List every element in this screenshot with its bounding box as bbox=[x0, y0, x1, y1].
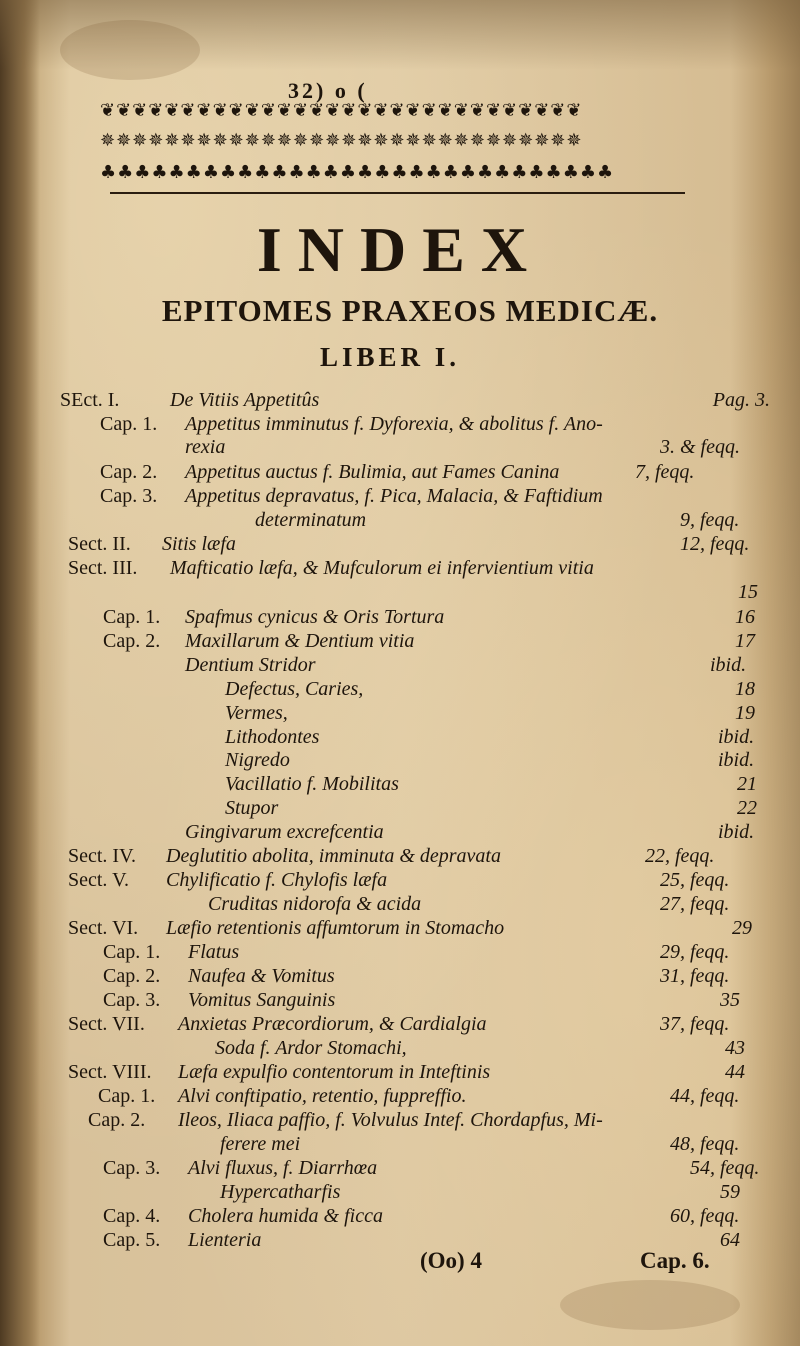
entry-title: Hypercatharfis bbox=[220, 1181, 341, 1203]
entry-label: Cap. 2. bbox=[103, 965, 161, 987]
entry-title: Cruditas nidorofa & acida bbox=[208, 893, 422, 915]
entry-page-ref: 12, feqq. bbox=[680, 533, 750, 555]
book-heading: LIBER I. bbox=[319, 342, 461, 372]
entry-page-ref: 22, feqq. bbox=[645, 845, 715, 867]
entry-title: Anxietas Præcordiorum, & Cardialgia bbox=[178, 1013, 487, 1035]
entry-page-ref: ibid. bbox=[718, 749, 755, 771]
entry-label: Sect. III. bbox=[68, 557, 138, 579]
entry-label: Sect. IV. bbox=[68, 845, 136, 867]
entry-label: Cap. 4. bbox=[103, 1205, 161, 1227]
entry-page-ref: 3. & feqq. bbox=[660, 436, 740, 458]
entry-page-ref: 17 bbox=[735, 630, 755, 652]
entry-page-ref: 44 bbox=[725, 1061, 745, 1083]
entry-title: Defectus, Caries, bbox=[225, 678, 364, 700]
entry-label: Cap. 1. bbox=[103, 606, 161, 628]
entry-page-ref: 19 bbox=[735, 702, 755, 724]
entry-page-ref: 25, feqq. bbox=[660, 869, 730, 891]
entry-label: Cap. 1. bbox=[98, 1085, 156, 1107]
entry-page-ref: ibid. bbox=[718, 821, 755, 843]
ornament-band-bottom: ♣♣♣♣♣♣♣♣♣♣♣♣♣♣♣♣♣♣♣♣♣♣♣♣♣♣♣♣♣♣ bbox=[100, 162, 615, 183]
entry-title: Cholera humida & ficca bbox=[188, 1205, 383, 1227]
entry-page-ref: 27, feqq. bbox=[660, 893, 730, 915]
entry-page-ref: 48, feqq. bbox=[670, 1133, 740, 1155]
entry-label: Cap. 1. bbox=[103, 941, 161, 963]
entry-title: Deglutitio abolita, imminuta & depravata bbox=[166, 845, 501, 867]
entry-page-ref: ibid. bbox=[710, 654, 747, 676]
entry-title: Stupor bbox=[225, 797, 279, 819]
gathering-signature: (Oo) 4 bbox=[420, 1248, 482, 1273]
entry-page-ref: 29 bbox=[732, 917, 752, 939]
entry-title: Alvi conftipatio, retentio, fuppreffio. bbox=[178, 1085, 467, 1107]
entry-page-ref: 37, feqq. bbox=[660, 1013, 730, 1035]
entry-title: Dentium Stridor bbox=[185, 654, 316, 676]
entry-label: Sect. V. bbox=[68, 869, 129, 891]
entry-title: Sitis læfa bbox=[162, 533, 236, 555]
ornament-band-top: ❦❦❦❦❦❦❦❦❦❦❦❦❦❦❦❦❦❦❦❦❦❦❦❦❦❦❦❦❦❦ bbox=[100, 100, 583, 121]
ornament-band-middle: ✵✵✵✵✵✵✵✵✵✵✵✵✵✵✵✵✵✵✵✵✵✵✵✵✵✵✵✵✵✵ bbox=[100, 130, 583, 151]
entry-title: Læfio retentionis affumtorum in Stomacho bbox=[166, 917, 505, 939]
entry-title: Flatus bbox=[188, 941, 240, 963]
entry-label: Cap. 1. bbox=[100, 413, 158, 435]
entry-title: determinatum bbox=[255, 509, 367, 531]
page-signature: 32) o ( bbox=[288, 78, 368, 103]
entry-page-ref: 21 bbox=[737, 773, 757, 795]
work-subtitle: EPITOMES PRAXEOS MEDICÆ. bbox=[161, 293, 659, 328]
entry-label: Cap. 2. bbox=[103, 630, 161, 652]
entry-page-ref: 9, feqq. bbox=[680, 509, 740, 531]
entry-label: Sect. VIII. bbox=[68, 1061, 152, 1083]
entry-title: Lienteria bbox=[188, 1229, 262, 1251]
entry-title: Chylificatio f. Chylofis læfa bbox=[166, 869, 388, 891]
entry-title: Ileos, Iliaca paffio, f. Volvulus Intef. Chordapfus, Mi- bbox=[178, 1109, 603, 1131]
entry-label: Cap. 3. bbox=[103, 989, 161, 1011]
entry-title: rexia bbox=[185, 436, 226, 458]
entry-title: Vomitus Sanguinis bbox=[188, 989, 336, 1011]
entry-label: Cap. 2. bbox=[88, 1109, 146, 1131]
entry-page-ref: 31, feqq. bbox=[660, 965, 730, 987]
catchword: Cap. 6. bbox=[640, 1248, 710, 1273]
entry-title: Spafmus cynicus & Oris Tortura bbox=[185, 606, 445, 628]
entry-title: ferere mei bbox=[220, 1133, 301, 1155]
entry-title: Læfa expulfio contentorum in Inteftinis bbox=[178, 1061, 491, 1083]
entry-title: Gingivarum excrefcentia bbox=[185, 821, 384, 843]
entry-page-ref: 22 bbox=[737, 797, 757, 819]
entry-title: Lithodontes bbox=[225, 726, 320, 748]
entry-label: Sect. VII. bbox=[68, 1013, 145, 1035]
entry-page-ref: 59 bbox=[720, 1181, 740, 1203]
entry-page-ref: 43 bbox=[725, 1037, 745, 1059]
entry-title: Mafticatio læfa, & Mufculorum ei infervientium vitia bbox=[170, 557, 594, 579]
entry-label: SEct. I. bbox=[60, 389, 120, 411]
entry-page-ref: 60, feqq. bbox=[670, 1205, 740, 1227]
entry-title: Vacillatio f. Mobilitas bbox=[225, 773, 399, 795]
entry-page-ref: 15 bbox=[738, 581, 758, 603]
entry-label: Sect. II. bbox=[68, 533, 131, 555]
index-heading: INDEX bbox=[256, 214, 544, 285]
entry-page-ref: ibid. bbox=[718, 726, 755, 748]
entry-page-ref: 44, feqq. bbox=[670, 1085, 740, 1107]
entry-title: Soda f. Ardor Stomachi, bbox=[215, 1037, 407, 1059]
entry-title: Appetitus imminutus f. Dyforexia, & abolitus f. Ano- bbox=[185, 413, 603, 435]
entry-title: Naufea & Vomitus bbox=[188, 965, 335, 987]
entry-title: Maxillarum & Dentium vitia bbox=[185, 630, 415, 652]
entry-page-ref: 16 bbox=[735, 606, 755, 628]
entry-label: Cap. 3. bbox=[100, 485, 158, 507]
entry-page-ref: Pag. 3. bbox=[712, 389, 770, 411]
entry-page-ref: 54, feqq. bbox=[690, 1157, 760, 1179]
entry-title: De Vitiis Appetitûs bbox=[170, 389, 320, 411]
entry-title: Vermes, bbox=[225, 702, 288, 724]
entry-label: Cap. 5. bbox=[103, 1229, 161, 1251]
entry-page-ref: 7, feqq. bbox=[635, 461, 695, 483]
entry-title: Nigredo bbox=[225, 749, 290, 771]
entry-page-ref: 35 bbox=[720, 989, 740, 1011]
entry-label: Sect. VI. bbox=[68, 917, 139, 939]
entry-title: Alvi fluxus, f. Diarrhœa bbox=[188, 1157, 378, 1179]
entry-page-ref: 64 bbox=[720, 1229, 740, 1251]
entry-page-ref: 29, feqq. bbox=[660, 941, 730, 963]
entry-title: Appetitus depravatus, f. Pica, Malacia, & Faftidium bbox=[185, 485, 603, 507]
entry-page-ref: 18 bbox=[735, 678, 755, 700]
entry-label: Cap. 2. bbox=[100, 461, 158, 483]
entry-title: Appetitus auctus f. Bulimia, aut Fames Canina bbox=[185, 461, 560, 483]
entry-label: Cap. 3. bbox=[103, 1157, 161, 1179]
